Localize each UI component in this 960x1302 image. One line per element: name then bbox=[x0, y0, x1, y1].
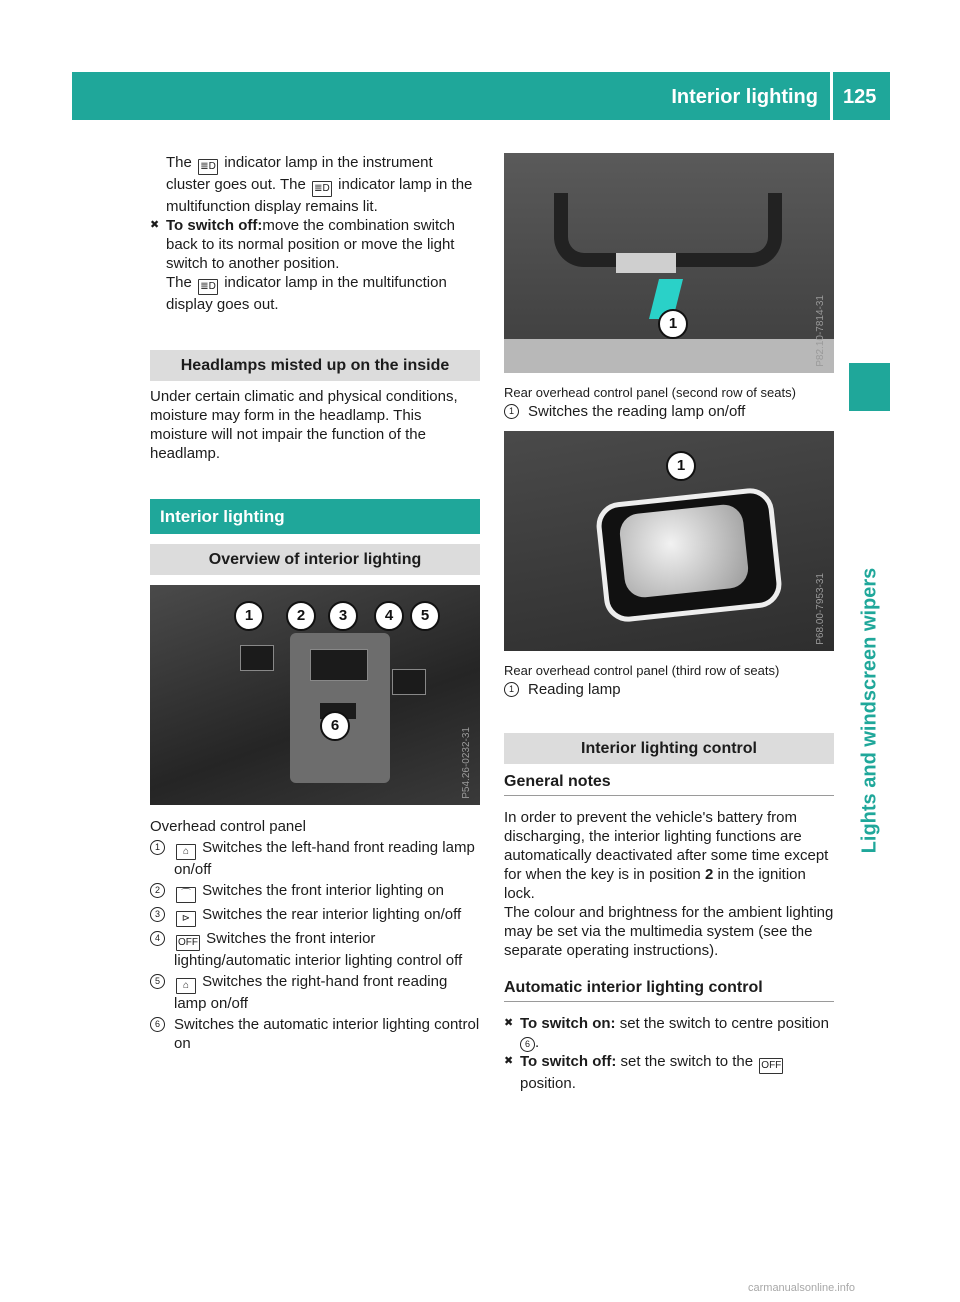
window-area bbox=[504, 339, 834, 373]
reading-lamp-lens bbox=[618, 503, 750, 600]
callout-1: 1 bbox=[658, 309, 688, 339]
general-paragraph-2: The colour and brightness for the ambient lighting may be set via the multimedia system (see the separate operating instructions). bbox=[504, 904, 834, 959]
callout-1: 1 bbox=[666, 451, 696, 481]
watermark: carmanualsonline.info bbox=[748, 1282, 856, 1294]
low-beam-icon: ≣D bbox=[198, 279, 218, 295]
interior-light-off-icon: OFF bbox=[759, 1058, 783, 1074]
left-column bbox=[150, 153, 480, 1053]
misted-paragraph: Under certain climatic and physical conditions, moisture may form in the headlamp. This moisture will not impair the function of the headlamp. bbox=[150, 388, 458, 462]
center-switch-block bbox=[310, 649, 368, 681]
legend-symbol-icon: OFF bbox=[176, 935, 200, 951]
callout-6: 6 bbox=[320, 711, 350, 741]
low-beam-icon: ≣D bbox=[198, 159, 218, 175]
photo-code: P54.26-0232-31 bbox=[461, 727, 472, 799]
instruction-switch-off-auto: ✖ To switch off: set the switch to the OFF position. bbox=[504, 1052, 834, 1093]
instruction-switch-on: ✖ To switch on: set the switch to centre position 6 . bbox=[504, 1014, 834, 1052]
heading-general-notes: General notes bbox=[504, 764, 834, 796]
callout-3: 3 bbox=[328, 601, 358, 631]
legend-item: 3 ⊳ Switches the rear interior lighting on/off bbox=[150, 905, 480, 927]
legend-item: 1 Reading lamp bbox=[504, 680, 834, 699]
third-row-panel-photo bbox=[504, 431, 834, 651]
indicator-paragraph: The ≣D indicator lamp in the instrument cluster goes out. The ≣D indicator lamp in the multifunction display remains lit. bbox=[166, 154, 473, 215]
photo-caption: Overhead control panel bbox=[150, 818, 306, 835]
second-row-panel-photo bbox=[504, 153, 834, 373]
callout-1: 1 bbox=[234, 601, 264, 631]
heading-headlamps-misted: Headlamps misted up on the inside bbox=[150, 350, 480, 381]
page-number: 125 bbox=[843, 86, 877, 108]
callout-5: 5 bbox=[410, 601, 440, 631]
legend-symbol-icon: ⌂ bbox=[176, 978, 196, 994]
right-reading-switch bbox=[392, 669, 426, 695]
photo-code: P68.00-7953-31 bbox=[815, 573, 826, 645]
reading-lamp bbox=[616, 253, 676, 273]
legend-symbol-icon: ⊳ bbox=[176, 911, 196, 927]
heading-automatic-control: Automatic interior lighting control bbox=[504, 970, 834, 1002]
general-paragraph-1: In order to prevent the vehicle's battery from discharging, the interior lighting functions are automatically deactivated after some time except for when the key is in position 2 in the ignition lock. bbox=[504, 809, 829, 902]
photo-caption: Rear overhead control panel (second row of seats) bbox=[504, 385, 796, 400]
legend-list bbox=[150, 838, 480, 1053]
instruction-switch-off: ✖ To switch off:move the combination switch back to its normal position or move the light switch to another position. The ≣D indicator lamp in the multifunction display goes out. bbox=[150, 216, 480, 314]
legend-item: 4 OFF Switches the front interior lighting/automatic interior lighting control off bbox=[150, 929, 480, 970]
side-chapter-title: Lights and windscreen wipers bbox=[858, 567, 881, 853]
photo-code: P82.10-7814-31 bbox=[815, 295, 826, 367]
legend-item: 5 ⌂ Switches the right-hand front reading lamp on/off bbox=[150, 972, 480, 1013]
page-header-title: Interior lighting bbox=[671, 86, 818, 108]
heading-overview: Overview of interior lighting bbox=[150, 544, 480, 575]
legend-item: 1 ⌂ Switches the left-hand front reading lamp on/off bbox=[150, 838, 480, 879]
left-reading-switch bbox=[240, 645, 274, 671]
header-separator bbox=[830, 72, 833, 120]
legend-item: 2 ⌒ Switches the front interior lighting on bbox=[150, 881, 480, 903]
section-interior-lighting: Interior lighting bbox=[150, 499, 480, 534]
legend-symbol-icon: ⌒ bbox=[176, 887, 196, 903]
legend-item: 6 Switches the automatic interior lighting control on bbox=[150, 1015, 480, 1053]
overhead-control-panel-photo bbox=[150, 585, 480, 805]
side-chapter-tab bbox=[849, 363, 890, 411]
photo-caption: Rear overhead control panel (third row of seats) bbox=[504, 663, 780, 678]
legend-item: 1 Switches the reading lamp on/off bbox=[504, 402, 834, 421]
callout-4: 4 bbox=[374, 601, 404, 631]
low-beam-icon: ≣D bbox=[312, 181, 332, 197]
callout-2: 2 bbox=[286, 601, 316, 631]
right-column bbox=[504, 153, 834, 1093]
heading-interior-lighting-control: Interior lighting control bbox=[504, 733, 834, 764]
legend-symbol-icon: ⌂ bbox=[176, 844, 196, 860]
